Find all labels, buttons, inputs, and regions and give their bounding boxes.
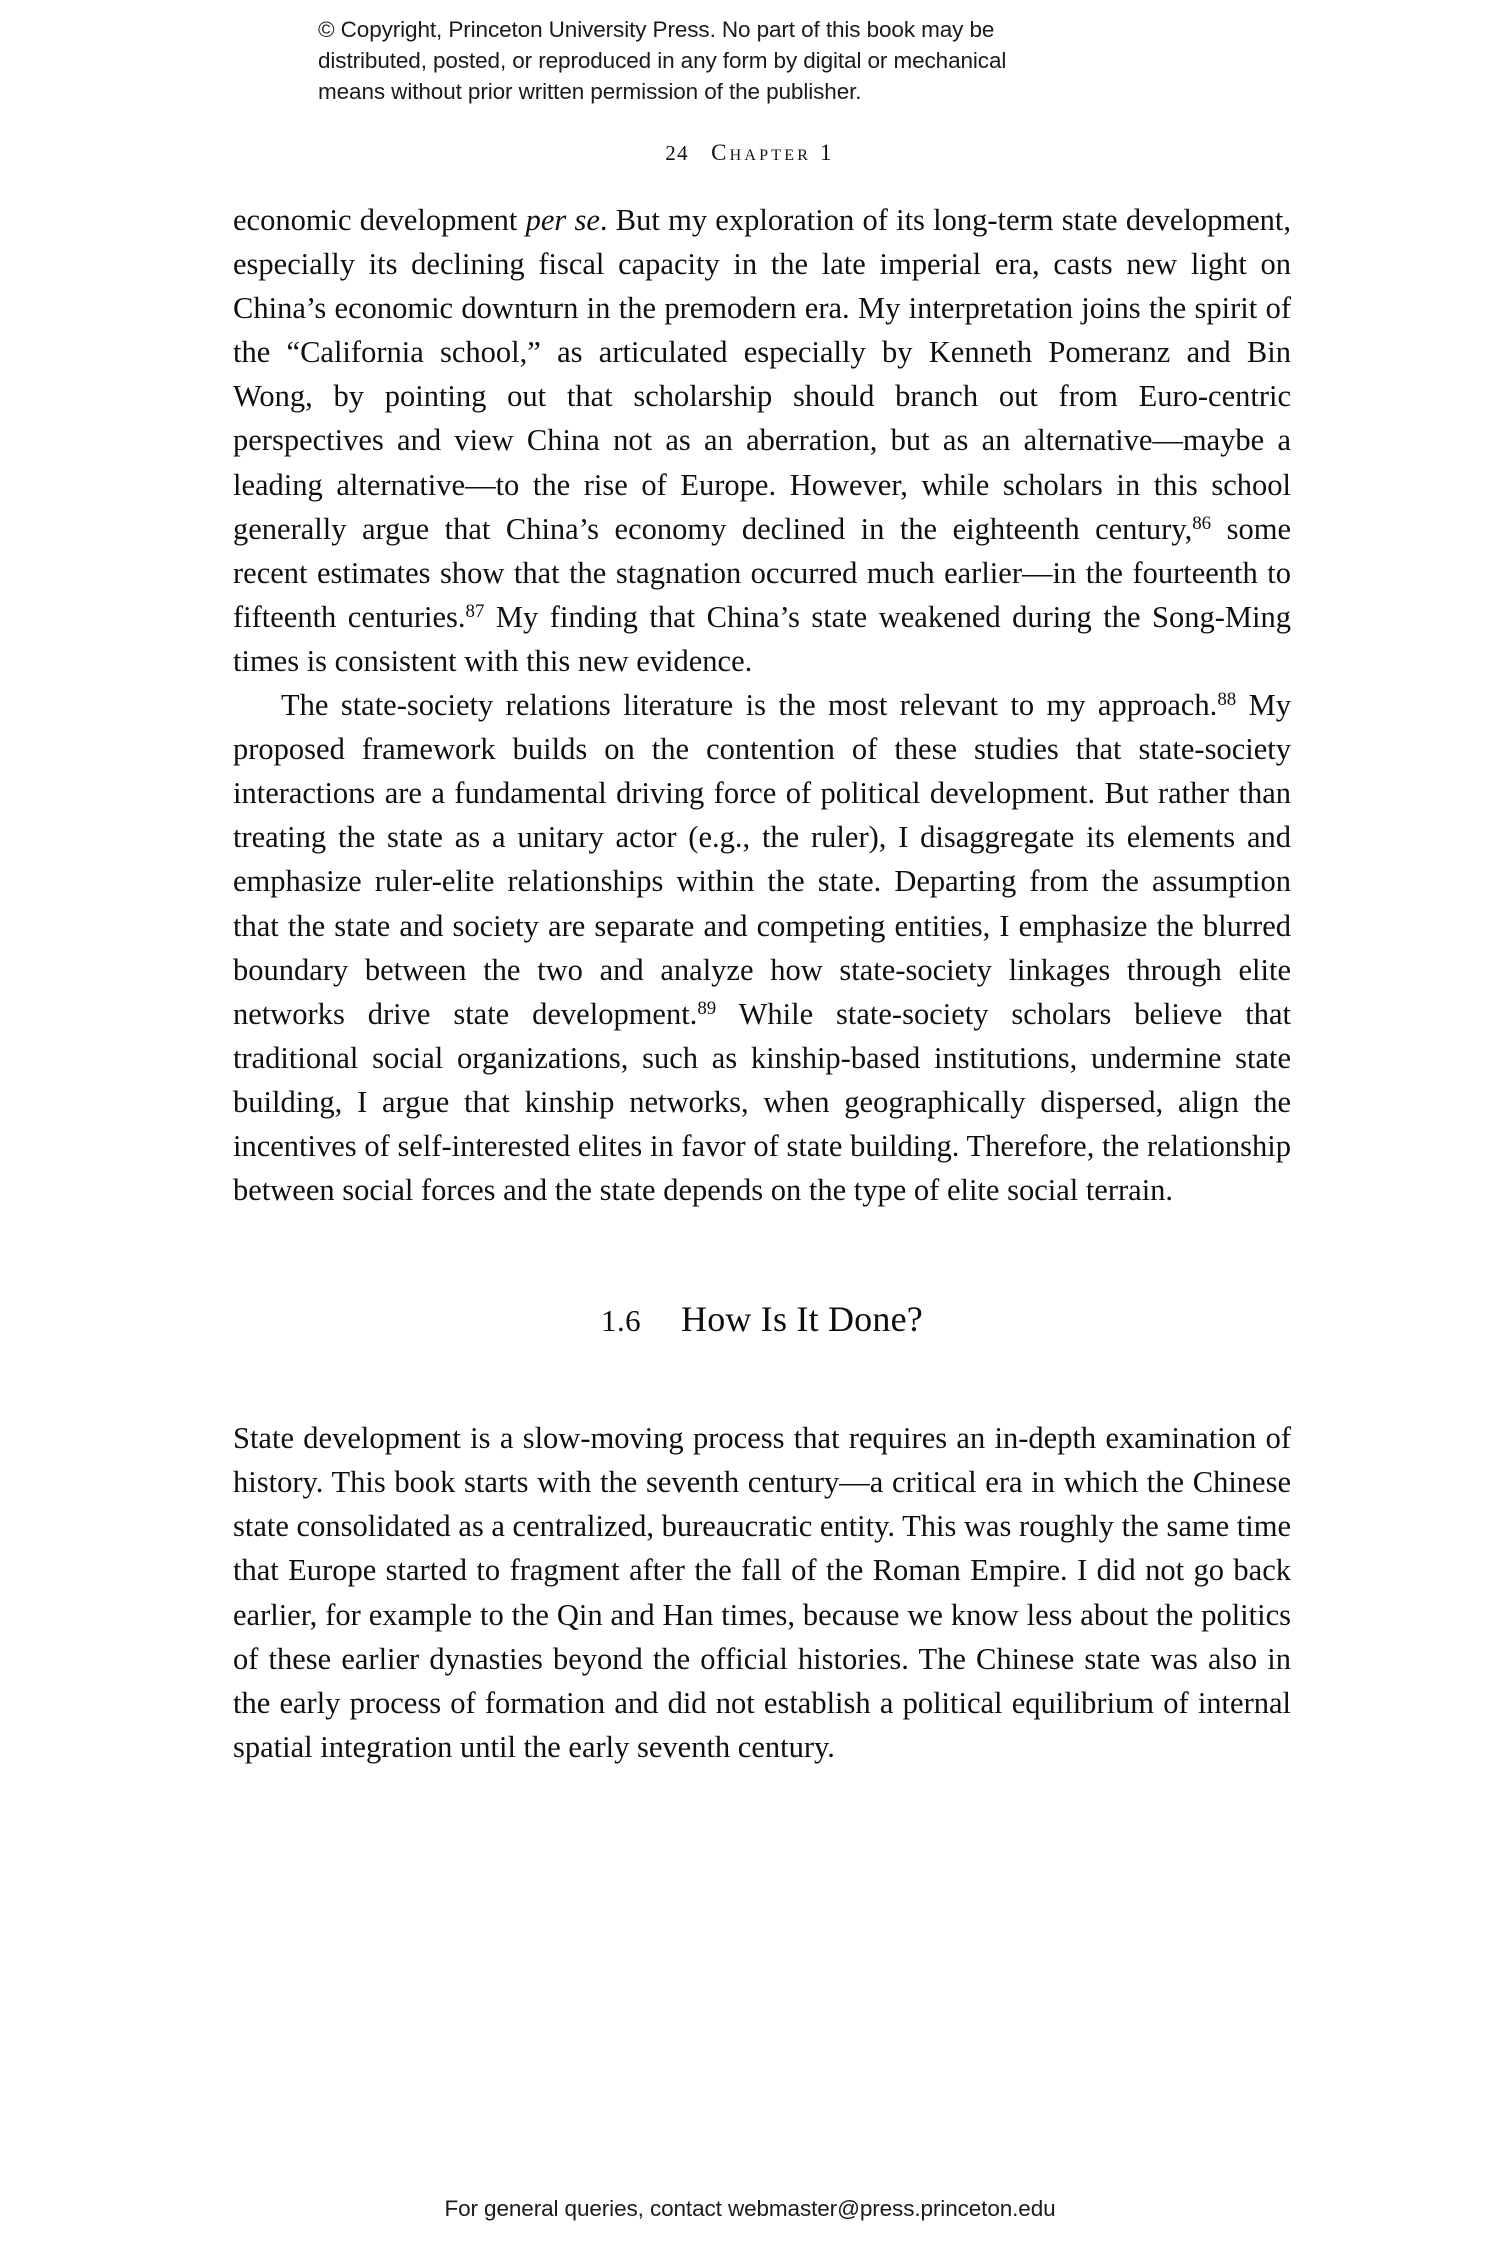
page-number: 24: [665, 141, 690, 165]
running-head-chapter-title: Chapter 1: [711, 140, 835, 165]
section-title: How Is It Done?: [681, 1299, 923, 1340]
running-head: [0, 140, 1500, 166]
page-text-block: [233, 198, 1291, 1769]
copyright-notice-line: © Copyright, Princeton University Press. No part of this book may be: [318, 17, 995, 42]
page-footer-text: For general queries, contact webmaster@press.princeton.edu: [444, 2196, 1056, 2221]
body-paragraph: economic development per se. But my exploration of its long-term state development, especially its declining fiscal capacity in the late imperial era, casts new light on China’s economic downturn in the premodern era. My interpretation joins the spirit of the “California school,” as articulated especially by Kenneth Pomeranz and Bin Wong, by pointing out that scholarship should branch out from Euro-centric perspectives and view China not as an aberration, but as an alternative—maybe a leading alternative—to the rise of Europe. However, while scholars in this school generally argue that China’s economy declined in the eighteenth century,$^{86}$ some recent estimates show that the stagnation occurred much earlier—in the fourteenth to fifteenth centuries.$^{87}$ My finding that China’s state weakened during the Song-Ming times is consistent with this new evidence.: [233, 203, 1291, 678]
body-paragraph: The state-society relations literature is the most relevant to my approach.$^{88}$ My proposed framework builds on the contention of these studies that state-society interactions are a fundamental driving force of political development. But rather than treating the state as a unitary actor (e.g., the ruler), I disaggregate its elements and emphasize ruler-elite relationships within the state. Departing from the assumption that the state and society are separate and competing entities, I emphasize the blurred boundary between the two and analyze how state-society linkages through elite networks drive state development.$^{89}$ While state-society scholars believe that traditional social organizations, such as kinship-based institutions, undermine state building, I argue that kinship networks, when geographically dispersed, align the incentives of self-interested elites in favor of state building. Therefore, the relationship between social forces and the state depends on the type of elite social terrain.: [233, 688, 1292, 1208]
body-paragraph: State development is a slow-moving process that requires an in-depth examination of history. This book starts with the seventh century—a critical era in which the Chinese state consolidated as a centralized, bureaucratic entity. This was roughly the same time that Europe started to fragment after the fall of the Roman Empire. I did not go back earlier, for example to the Qin and Han times, because we know less about the politics of these earlier dynasties beyond the official histories. The Chinese state was also in the early process of formation and did not establish a political equilibrium of internal spatial integration until the early seventh century.: [233, 1421, 1291, 1764]
footnote-marker: 87: [465, 601, 485, 623]
section-spacer: [233, 1212, 1291, 1296]
page-footer: [0, 2196, 1500, 2222]
footnote-marker: 89: [697, 997, 717, 1019]
section-spacer: [233, 1344, 1291, 1416]
section-heading: [233, 1296, 1291, 1344]
copyright-notice-line: means without prior written permission of the publisher.: [318, 79, 862, 104]
copyright-notice-line: distributed, posted, or reproduced in any form by digital or mechanical: [318, 48, 1007, 73]
copyright-notice: [318, 14, 1188, 107]
italic-phrase: per se: [525, 203, 600, 237]
footnote-marker: 86: [1192, 512, 1212, 534]
footnote-marker: 88: [1217, 689, 1237, 711]
section-number: 1.6: [601, 1303, 641, 1339]
